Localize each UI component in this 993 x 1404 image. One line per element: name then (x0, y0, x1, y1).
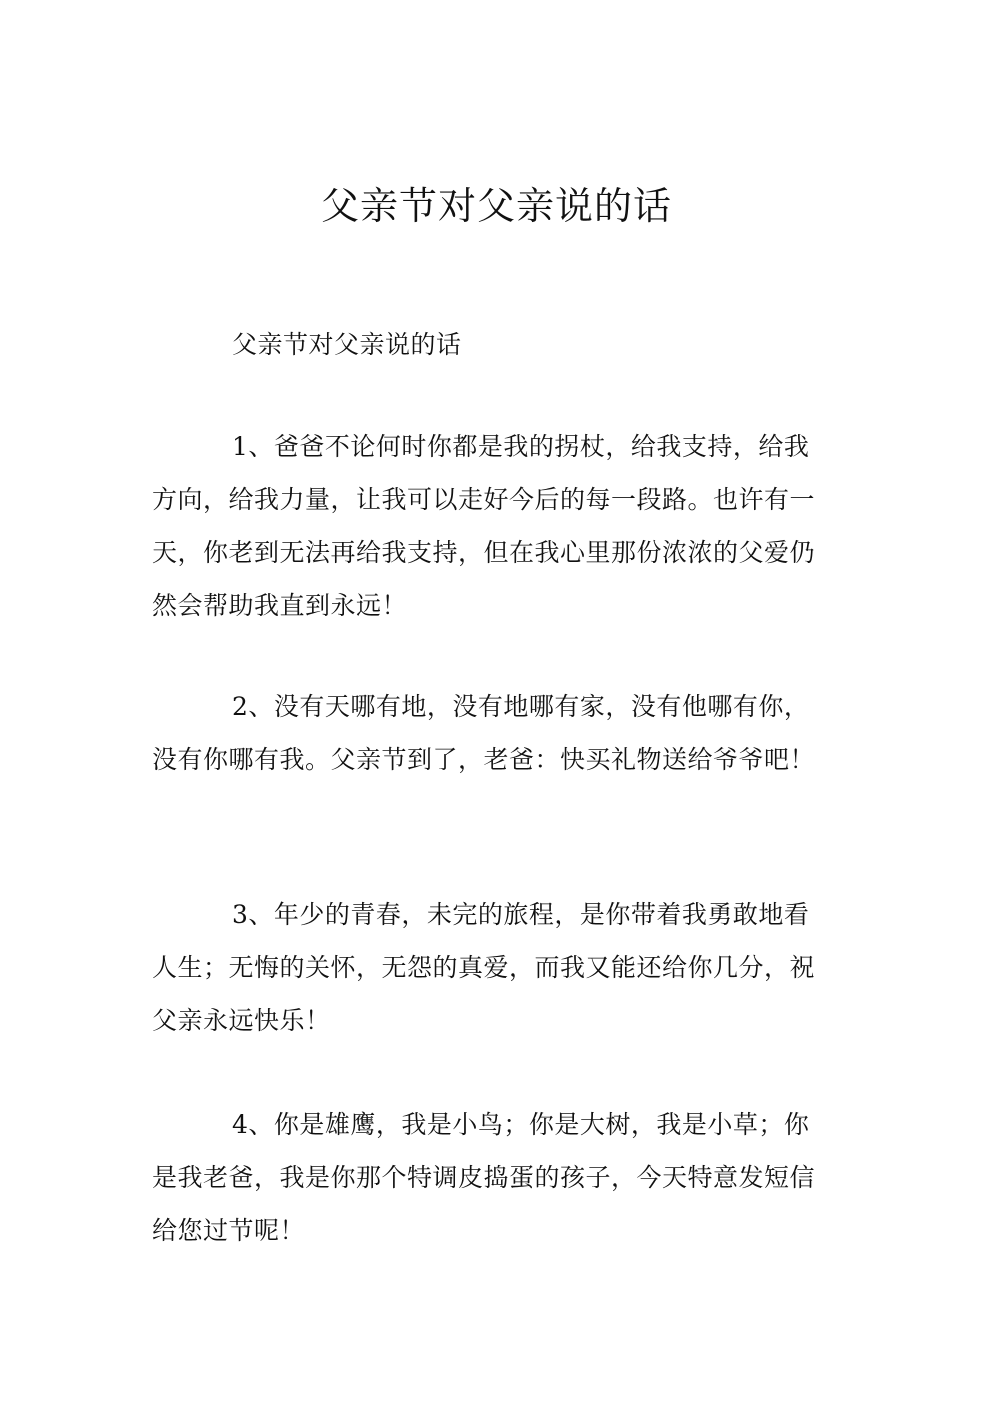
subtitle-paragraph: 父亲节对父亲说的话 (232, 330, 462, 359)
paragraph-3: 3、年少的青春，未完的旅程，是你带着我勇敢地看人生；无悔的关怀，无怨的真爱，而我又能还给你几分，祝父亲永远快乐！ (152, 900, 816, 1035)
paragraph-1: 1、爸爸不论何时你都是我的拐杖，给我支持，给我方向，给我力量，让我可以走好今后的每一段路。也许有一天，你老到无法再给我支持，但在我心里那份浓浓的父爱仍然会帮助我直到永远！ (152, 432, 816, 620)
paragraph-4: 4、你是雄鹰，我是小鸟；你是大树，我是小草；你是我老爸，我是你那个特调皮捣蛋的孩子，今天特意发短信给您过节呢！ (152, 1110, 816, 1245)
paragraph-2: 2、没有天哪有地，没有地哪有家，没有他哪有你，没有你哪有我。父亲节到了，老爸：快买礼物送给爷爷吧！ (152, 692, 816, 774)
page-title: 父亲节对父亲说的话 (320, 184, 672, 228)
